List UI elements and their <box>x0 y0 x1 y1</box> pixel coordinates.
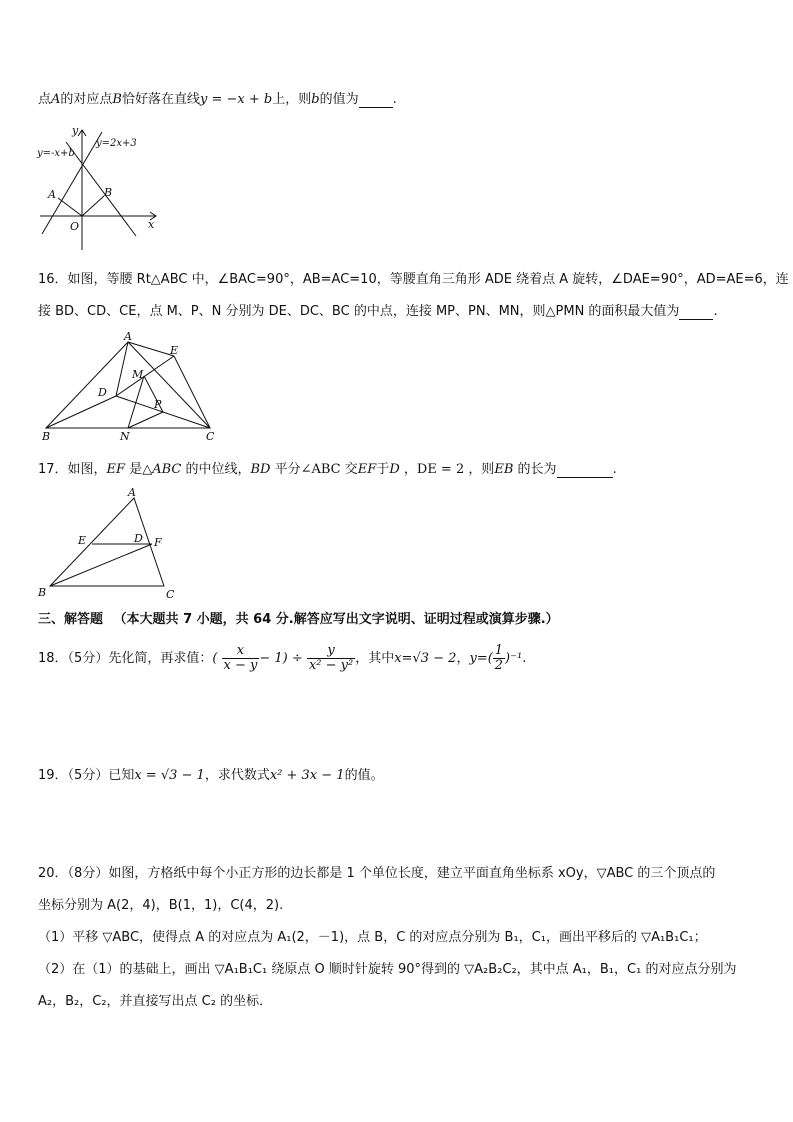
point-a-label: A <box>48 188 56 201</box>
q16-label-p: P <box>154 398 162 411</box>
section-title: 三、解答题 <box>38 612 104 627</box>
q19-xval: x = √3 − 1 <box>134 768 205 783</box>
q17-eb: EB <box>494 462 514 477</box>
q17-bisect: 平分 <box>270 462 301 477</box>
q17-label-e: E <box>78 534 87 547</box>
q16-label-c: C <box>206 430 215 443</box>
q17-ef2: EF <box>357 462 377 477</box>
q16-label-b: B <box>42 430 51 443</box>
q18-text <box>38 644 526 673</box>
q16-label-d: D <box>98 386 107 399</box>
q15-mid1: 的对应点 <box>60 92 113 107</box>
q18-fraction1 <box>222 644 260 673</box>
q18-end: . <box>522 651 527 666</box>
q15-equation: y = −x + b <box>200 92 273 107</box>
q16-line2 <box>38 300 718 320</box>
answer-blank[interactable] <box>679 304 713 320</box>
q16-line2-text: 接 BD、CD、CE，点 M、P、N 分别为 DE、DC、BC 的中点，连接 MP、PN、MN，则△PMN 的面积最大值为 <box>38 304 680 319</box>
q17-label-b: B <box>38 586 47 599</box>
q17-cross: 交 <box>340 462 358 477</box>
q17-then: ，则 <box>464 462 495 477</box>
q17-text <box>38 458 617 478</box>
q18-den2: x² − y² <box>308 658 354 673</box>
q17-midline: 的中位线， <box>181 462 251 477</box>
answer-blank[interactable] <box>359 92 393 108</box>
q18-open: ( <box>212 651 218 666</box>
q15-mid3: 上，则 <box>272 92 312 107</box>
q15-end: . <box>392 92 397 107</box>
q18-den1: x − y <box>223 658 258 673</box>
y-axis-label: y <box>72 124 79 137</box>
q19-mid: ，求代数式 <box>204 768 270 783</box>
q17-comma: ， <box>399 462 417 477</box>
q18-xval: x=√3 − 2 <box>394 651 457 666</box>
q17-angle: ∠ABC <box>300 462 341 477</box>
q18-half <box>493 644 505 673</box>
q17-figure <box>36 484 186 602</box>
q18-num1: x <box>236 643 245 658</box>
q19-text <box>38 764 384 783</box>
q16-label-n: N <box>120 430 130 443</box>
q19-expr: x² + 3x − 1 <box>269 768 345 783</box>
q17-label-a: A <box>128 486 136 499</box>
x-axis-label: x <box>148 218 155 231</box>
q15-point-b: B <box>112 92 122 107</box>
q18-fraction2 <box>307 644 355 673</box>
q20-line2: 坐标分别为 A(2，4)，B(1，1)，C(4，2). <box>38 898 284 913</box>
q16-figure <box>36 330 222 444</box>
q18-half-num: 1 <box>494 643 504 658</box>
q15-b: b <box>311 92 320 107</box>
q15-point-a: A <box>51 92 61 107</box>
q18-yval-pre: y=( <box>469 651 493 666</box>
q17-d: D <box>389 462 400 477</box>
q16-label-a: A <box>124 330 132 343</box>
q18-prefix: 18．（5分）先化简，再求值： <box>38 651 213 666</box>
section-heading <box>38 608 559 627</box>
q15-figure <box>36 122 166 254</box>
q17-triangle: △ABC <box>142 462 182 477</box>
q17-ef: EF <box>106 462 126 477</box>
point-b-label: B <box>104 186 113 199</box>
q17-label-d: D <box>134 532 143 545</box>
q16-label-m: M <box>132 368 144 381</box>
q17-label-f: F <box>154 536 162 549</box>
q19-prefix: 19．（5分）已知 <box>38 768 135 783</box>
q20-line5: A₂，B₂，C₂，并直接写出点 C₂ 的坐标． <box>38 994 273 1009</box>
q17-at: 于 <box>376 462 390 477</box>
q18-half-den: 2 <box>494 658 504 673</box>
q15-text <box>38 88 397 108</box>
q17-prefix: 17．如图， <box>38 462 107 477</box>
q15-mid2: 恰好落在直线 <box>121 92 200 107</box>
q19-post: 的值。 <box>344 768 384 783</box>
q15-post: 的值为 <box>319 92 359 107</box>
line1-label: y=-x+b <box>37 148 75 159</box>
q18-yval-post: )⁻¹ <box>505 651 523 666</box>
q17-bd: BD <box>250 462 271 477</box>
q20-line4: （2）在（1）的基础上，画出 ▽A₁B₁C₁ 绕原点 O 顺时针旋转 90°得到的 ▽A₂B₂C₂，其中点 A₁，B₁，C₁ 的对应点分别为 <box>38 962 737 977</box>
line2-label: y=2x+3 <box>96 138 137 149</box>
q17-is: 是 <box>125 462 143 477</box>
q17-end: . <box>612 462 617 477</box>
answer-blank[interactable] <box>557 462 613 478</box>
q18-where: ，其中 <box>355 651 395 666</box>
q17-length: 的长为 <box>513 462 557 477</box>
q16-line1: 16．如图，等腰 Rt△ABC 中，∠BAC=90°，AB=AC=10，等腰直角三角形 ADE 绕着点 A 旋转，∠DAE=90°，AD=AE=6，连 <box>38 272 789 287</box>
q16-label-e: E <box>170 344 179 357</box>
q18-minus: − 1) ÷ <box>259 651 303 666</box>
q20-line3: （1）平移 ▽ABC，使得点 A 的对应点为 A₁(2，－1)，点 B，C 的对应点分别为 B₁，C₁，画出平移后的 ▽A₁B₁C₁； <box>38 930 707 945</box>
q16-end: . <box>713 304 718 319</box>
q20-line1: 20．（8分）如图，方格纸中每个小正方形的边长都是 1 个单位长度，建立平面直角坐标系 xOy，▽ABC 的三个顶点的 <box>38 866 716 881</box>
origin-label: O <box>70 220 80 233</box>
q18-num2: y <box>327 643 335 658</box>
q17-de: DE = 2 <box>416 462 465 477</box>
q18-comma: ， <box>456 651 470 666</box>
q15-pre: 点 <box>38 92 52 107</box>
section-note: （本大题共 7 小题，共 64 分.解答应写出文字说明、证明过程或演算步骤.） <box>113 612 559 627</box>
q17-label-c: C <box>166 588 175 601</box>
